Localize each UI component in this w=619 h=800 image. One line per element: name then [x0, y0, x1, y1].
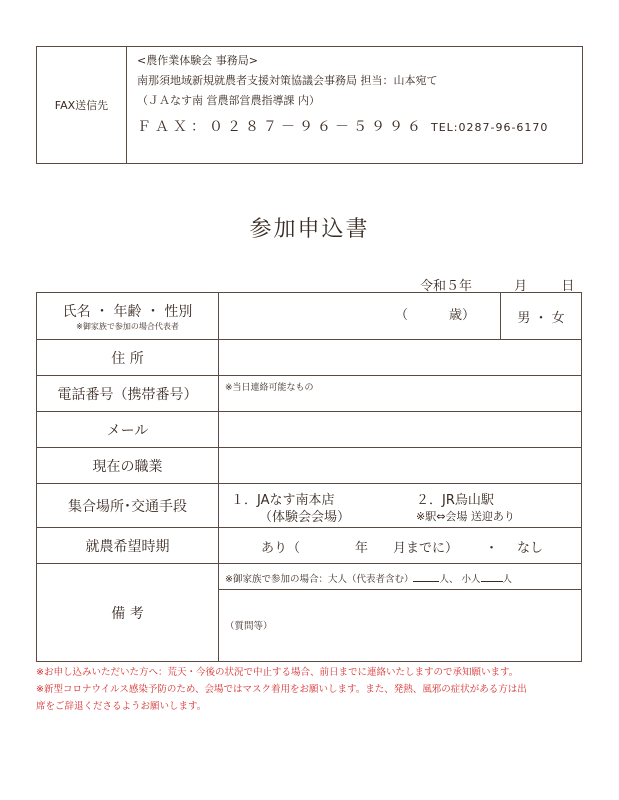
note-line-2: ※新型コロナウイルス感染予防のため、会場ではマスク着用をお願いします。また、発熱、風邪の症状がある方は出: [36, 684, 527, 695]
application-form: [36, 292, 582, 662]
date-month: 月: [514, 279, 528, 294]
page-title: 参加申込書: [249, 217, 370, 242]
meeting-option-1[interactable]: １．JAなす南本店: [231, 493, 335, 508]
family-note: ※御家族で参加の場合：大人（代表者含む） 人、 小人 人: [225, 574, 513, 585]
timing-no[interactable]: なし: [517, 541, 544, 556]
name-label-cell: [37, 293, 219, 340]
phone-note: ※当日連絡可能なもの: [225, 383, 314, 393]
note-line-3: 席をご辞退くださるようお願いします。: [36, 701, 207, 712]
fax-number: ＦＡＸ：０２８７－９６－５９９６: [137, 119, 425, 135]
phone-label: 電話番号（携帯番号）: [37, 376, 219, 412]
timing-separator: ・: [485, 541, 499, 556]
tel-number: TEL:0287-96-6170: [431, 121, 549, 134]
fax-label: FAX送信先: [37, 47, 127, 163]
gender-select[interactable]: 男 ・ 女: [501, 293, 582, 340]
mail-label: メール: [37, 412, 219, 448]
mail-field[interactable]: [219, 412, 582, 448]
fax-office-name: <農作業体験会 事務局>: [137, 54, 258, 67]
timing-yes[interactable]: あり（: [261, 541, 301, 556]
age-unit: 歳）: [449, 308, 476, 323]
phone-field[interactable]: [219, 376, 582, 412]
meeting-option-1-sub: （体験会会場）: [259, 510, 351, 525]
family-count-field[interactable]: [219, 564, 582, 590]
timing-field[interactable]: [219, 528, 582, 564]
date-era: 令和５年: [420, 279, 473, 294]
age-open-paren: （: [395, 308, 409, 323]
job-label: 現在の職業: [37, 448, 219, 484]
fax-office-dept: （ＪＡなす南 営農部営農指導課 内）: [137, 94, 320, 107]
date-day: 日: [561, 279, 575, 294]
note-line-1: ※お申し込みいただいた方へ：荒天・今後の状況で中止する場合、前日までに連絡いたしますので承知願います。: [36, 667, 519, 678]
timing-month: 月までに）: [393, 541, 459, 556]
meeting-options[interactable]: [219, 484, 582, 528]
name-sublabel: ※御家族で参加の場合代表者: [76, 321, 179, 331]
fax-number-line: [137, 117, 582, 138]
timing-year: 年: [355, 541, 369, 556]
address-label: 住 所: [37, 340, 219, 376]
name-label: 氏名 ・ 年齢 ・ 性別: [62, 303, 193, 320]
question-label: （質問等）: [225, 621, 273, 632]
timing-label: 就農希望時期: [37, 528, 219, 564]
meeting-option-2-sub: ※駅⇔会場 送迎あり: [416, 510, 515, 523]
notes: [36, 664, 584, 715]
job-field[interactable]: [219, 448, 582, 484]
fax-office-address: 南那須地域新規就農者支援対策協議会事務局 担当：山本宛て: [137, 74, 438, 87]
address-field[interactable]: [219, 340, 582, 376]
fax-details: [127, 47, 582, 163]
remarks-label: 備 考: [37, 564, 219, 662]
meeting-option-2[interactable]: ２．JR烏山駅: [416, 493, 494, 508]
fax-destination-box: [36, 46, 583, 164]
meeting-label: 集合場所･交通手段: [37, 484, 219, 528]
question-field[interactable]: [219, 590, 582, 662]
name-age-field[interactable]: [219, 293, 501, 340]
